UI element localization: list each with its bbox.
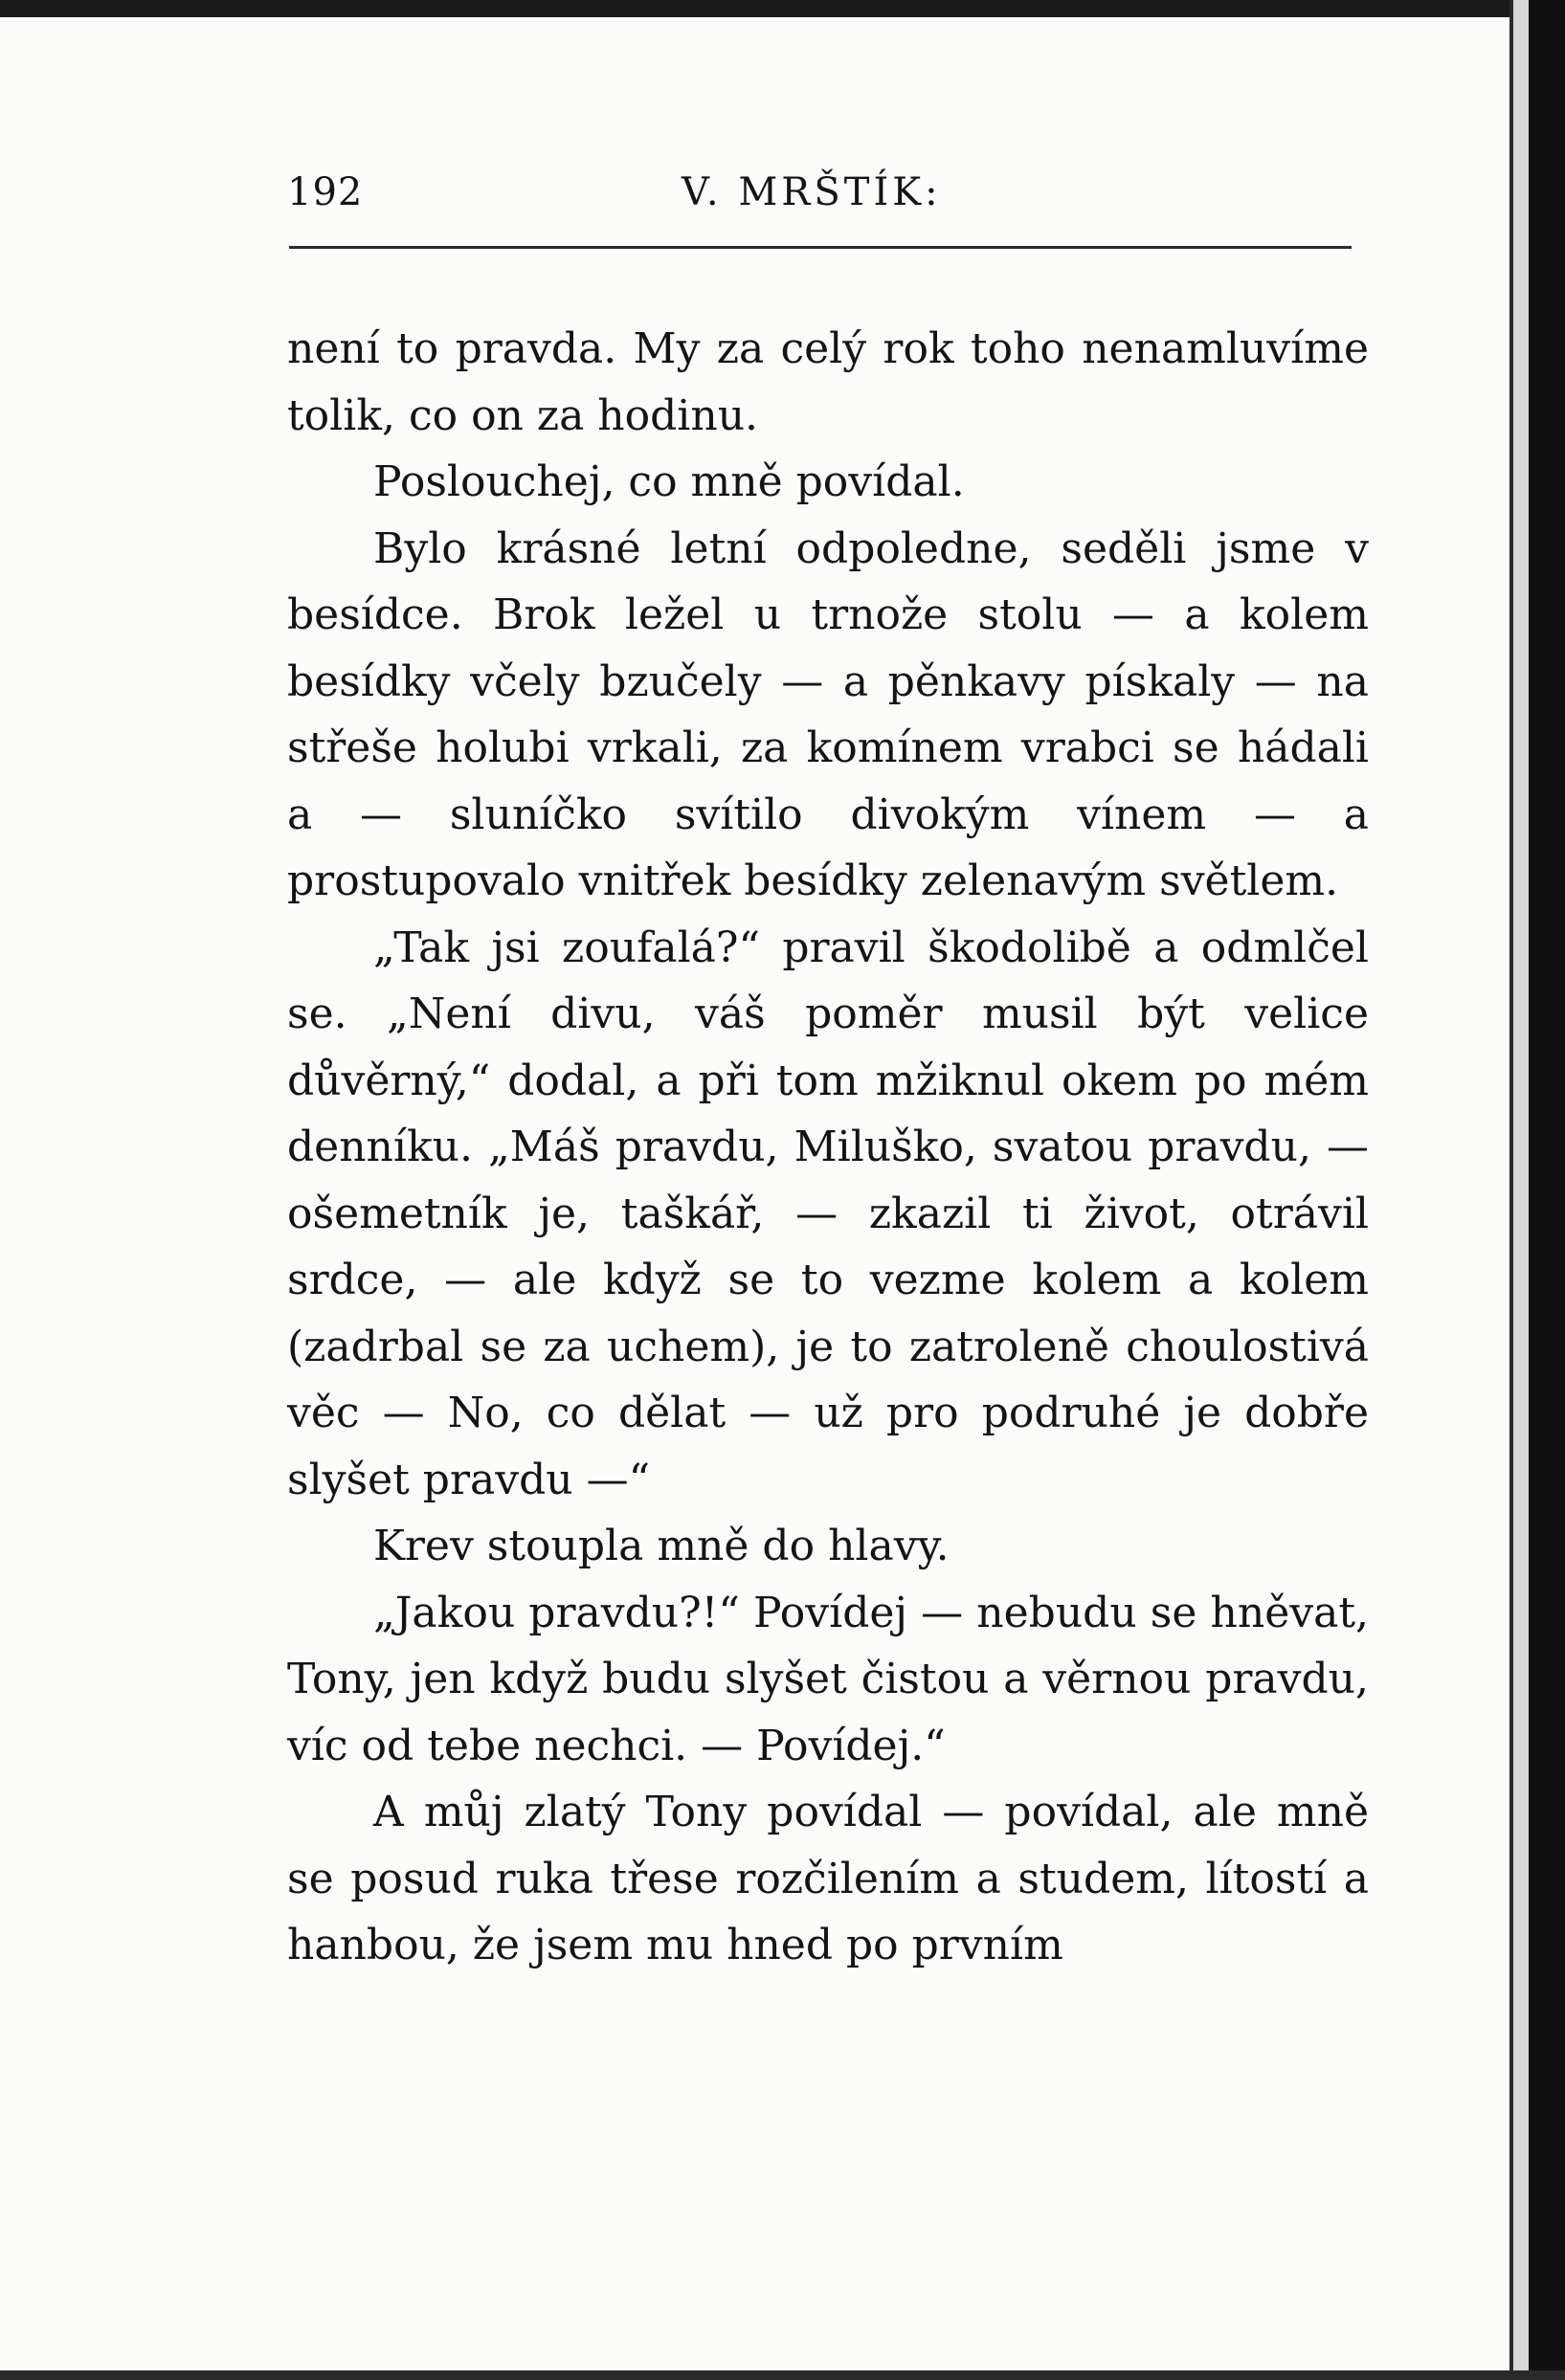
paragraph: Poslouchej, co mně povídal. bbox=[373, 457, 965, 506]
body-text bbox=[287, 316, 1369, 1979]
paragraph: Krev stoupla mně do hlavy. bbox=[373, 1522, 950, 1570]
scan-bottom-edge bbox=[0, 2370, 1565, 2380]
running-head bbox=[287, 170, 1352, 228]
paragraph: „Jakou pravdu?!“ Povídej — nebudu se hněvat, Tony, jen když budu slyšet čistou a věrnou pravdu, víc od tebe nechci. — Povídej.“ bbox=[287, 1588, 1369, 1770]
running-title: V. MRŠTÍK: bbox=[682, 170, 942, 214]
paragraph: „Tak jsi zoufalá?“ pravil škodolibě a odmlčel se. „Není divu, váš poměr musil být velice důvěrný,“ dodal, a při tom mžiknul okem po mém denníku. „Máš pravdu, Miluško, svatou pravdu, — ošemetník je, taškář, — zkazil ti život, otrávil srdce, — ale když se to vezme kolem a kolem (zadrbal se za uchem), je to zatroleně choulostivá věc — No, co dělat — už pro podruhé je dobře slyšet pravdu —“ bbox=[287, 923, 1369, 1504]
scan-top-edge bbox=[0, 0, 1565, 17]
paragraph: není to pravda. My za celý rok toho nenamluvíme tolik, co on za hodinu. bbox=[287, 324, 1369, 440]
page-number: 192 bbox=[287, 170, 364, 214]
paragraph: A můj zlatý Tony povídal — povídal, ale mně se posud ruka třese rozčilením a studem, lítostí a hanbou, že jsem mu hned po prvním bbox=[287, 1788, 1369, 1969]
header-rule bbox=[289, 246, 1352, 249]
paragraph: Bylo krásné letní odpoledne, seděli jsme v besídce. Brok ležel u trnože stolu — a kolem besídky včely bzučely — a pěnkavy pískaly — na střeše holubi vrkali, za komínem vrabci se hádali a — sluníčko svítilo divokým vínem — a prostupovalo vnitřek besídky zelenavým světlem. bbox=[287, 523, 1369, 905]
scan-page-edge bbox=[1509, 0, 1529, 2380]
scan-right-edge bbox=[1529, 0, 1565, 2380]
